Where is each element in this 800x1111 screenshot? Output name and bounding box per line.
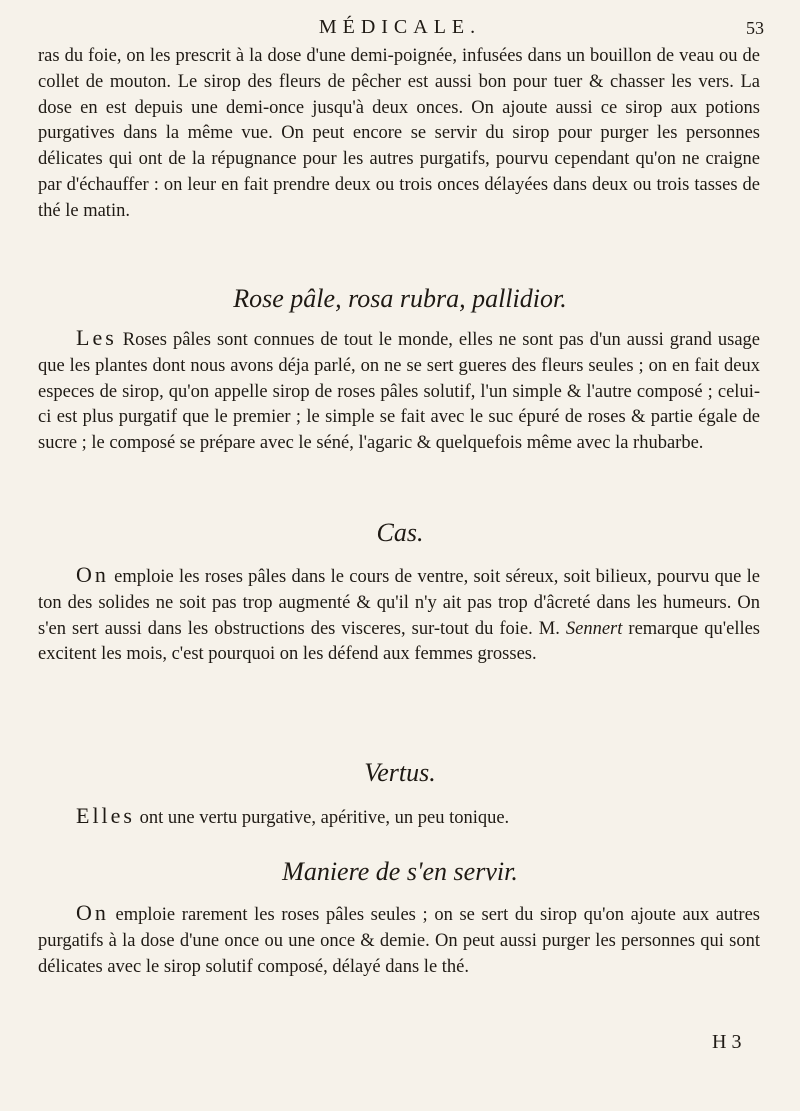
paragraph-text: ont une vertu purgative, apéritive, un peu tonique. <box>139 808 510 828</box>
running-head: MÉDICALE. <box>318 16 482 38</box>
section-heading-vertus: Vertus. <box>364 758 436 787</box>
section-heading-rose: Rose pâle, rosa rubra, pallidior. <box>233 284 567 313</box>
paragraph-text: emploie rarement les roses pâles seules ; on se sert du sirop qu'on ajoute aux autres purgatifs à la dose d'une once ou une once & demie. On peut aussi purger les personnes qui sont délicates avec le sirop solutif composé, délayé dans le thé. <box>38 905 761 977</box>
lead-word: Les <box>76 325 117 350</box>
signature-mark: H 3 <box>712 1031 742 1053</box>
section-paragraph-vertus <box>38 803 760 832</box>
lead-word: On <box>76 562 109 587</box>
section-paragraph-rose <box>38 325 760 457</box>
paragraph-continued <box>38 44 760 225</box>
lead-word: On <box>76 900 109 925</box>
section-heading-maniere: Maniere de s'en servir. <box>282 857 518 886</box>
paragraph-text-after: remarque qu'elles excitent les mois, c'est pourquoi on les défend aux femmes grosses. <box>38 618 761 665</box>
section-heading-cas: Cas. <box>376 518 424 547</box>
paragraph-text: ras du foie, on les prescrit à la dose d'une demi-poignée, infusées dans un bouillon de veau ou de collet de mouton. Le sirop des fleurs de pêcher est aussi bon pour tuer & chasser les vers. La dose en est depuis une demi-once jusqu'à deux onces. On ajoute aussi ce sirop aux potions purgatives dans la même vue. On peut encore se servir du sirop pour purger les personnes délicates qui ont de la répugnance pour les autres purgatifs, pourvu cependant qu'on ne craigne par d'échauffer : on leur en fait prendre deux ou trois onces délayées dans deux ou trois tasses de thé le matin. <box>38 46 760 221</box>
lead-word: Elles <box>76 803 135 828</box>
page-number: 53 <box>746 18 764 38</box>
section-paragraph-cas <box>38 562 760 668</box>
section-paragraph-maniere <box>38 900 760 980</box>
paragraph-text: Roses pâles sont connues de tout le monde, elles ne sont pas d'un aussi grand usage que les plantes dont nous avons déja parlé, on ne se sert gueres des fleurs seules ; on en fait deux especes de sirop, qu'on appelle sirop de roses pâles solutif, l'un simple & l'autre composé ; celui-ci est plus purgatif que le premier ; le simple se fait avec le suc épuré de roses & partie égale de sucre ; le composé se prépare avec le séné, l'agaric & quelquefois même avec la rhubarbe. <box>38 330 761 454</box>
author-name: Sennert <box>565 618 623 639</box>
paragraph-text-before: emploie les roses pâles dans le cours de ventre, soit séreux, soit bilieux, pourvu que le ton des solides ne soit pas trop augmenté & qu'il n'y ait pas trop d'âcreté dans les humeurs. On s'en sert aussi dans les obstructions des visceres, sur-tout du foie. M. <box>38 567 760 639</box>
